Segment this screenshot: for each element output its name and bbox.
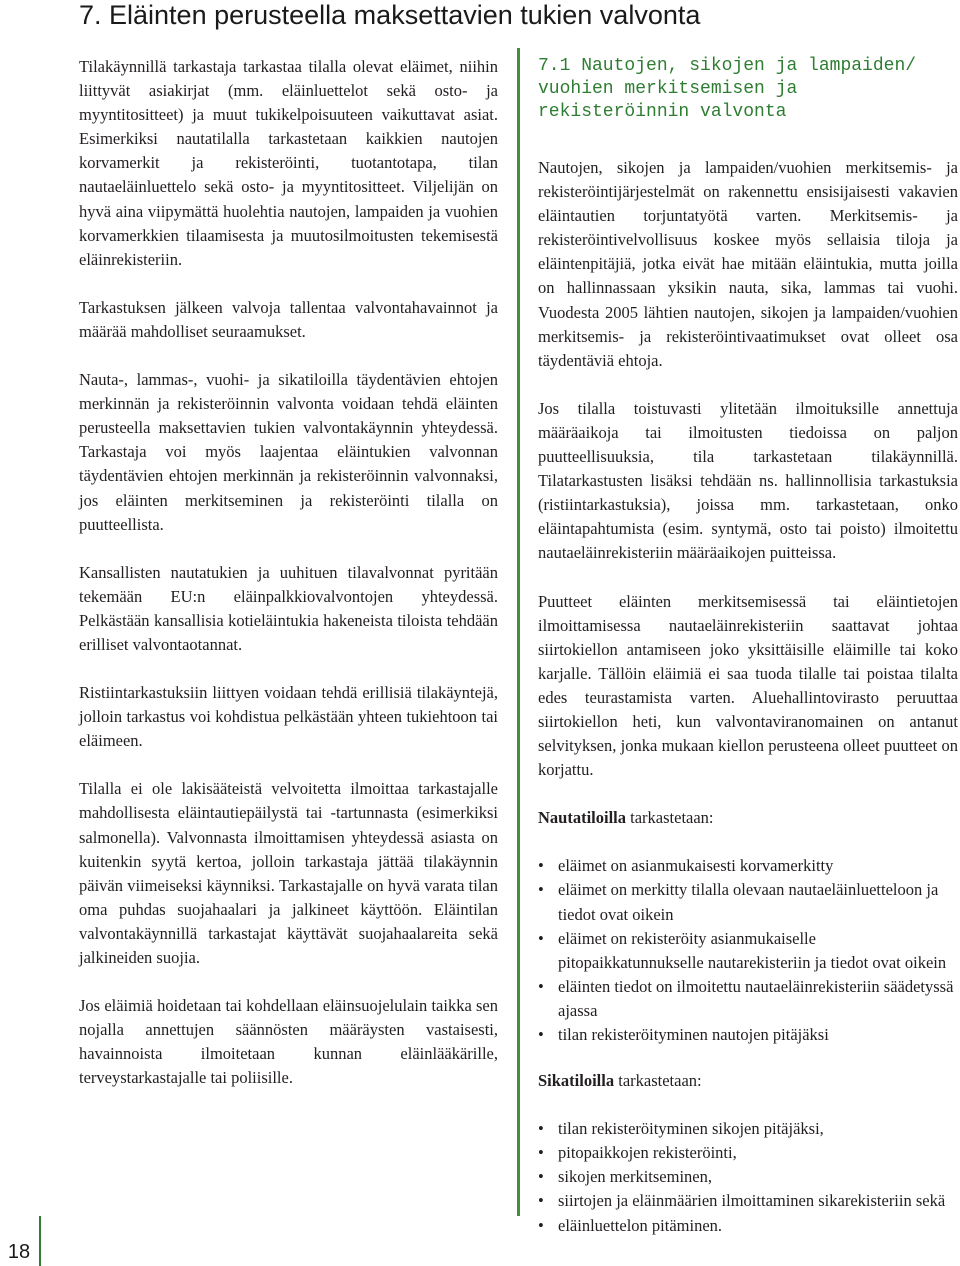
column-divider bbox=[517, 48, 520, 1216]
list-item bbox=[538, 854, 958, 878]
bullet-icon: • bbox=[538, 1191, 544, 1211]
list-item-text: eläimet on merkitty tilalla olevaan nautaeläinluetteloon ja tiedot ovat oikein bbox=[558, 880, 939, 924]
list-item-text: sikojen merkitseminen, bbox=[558, 1167, 712, 1187]
bullet-icon: • bbox=[538, 1025, 544, 1044]
list-item-text: tilan rekisteröityminen nautojen pitäjäksi bbox=[558, 1025, 829, 1044]
bullet-icon: • bbox=[538, 1167, 544, 1187]
pig-checklist-title bbox=[538, 1069, 958, 1093]
cattle-checklist-title bbox=[538, 806, 958, 830]
pig-checklist-title-rest: tarkastetaan: bbox=[614, 1071, 702, 1091]
pig-checklist bbox=[538, 1069, 958, 1238]
cattle-checklist bbox=[538, 806, 958, 1047]
list-item bbox=[538, 1141, 958, 1165]
list-item-text: eläinluettelon pitäminen. bbox=[558, 1215, 723, 1235]
bullet-icon: • bbox=[538, 880, 544, 900]
list-item bbox=[538, 1117, 958, 1141]
paragraph: Tilakäynnillä tarkastaja tarkastaa tilalla olevat eläimet, niihin liittyvät asiakirjat (mm. eläinluettelot sekä osto- ja myyntitositteet) ja muut tukikelpoisuuteen vaikuttavat asiat. Esimerkiksi nautatilalla tarkastetaan kaikkien nautojen korvamerkit ja rekisteröinti, tuotantotapa, tilan nautaeläinluettelo sekä osto- ja myyntitositteet. Viljelijän on hyvä aina viipymättä huolehtia nautojen, lampaiden ja vuohien korvamerkkien tilaamisesta ja muutosilmoitusten tekemisestä eläinrekisteriin. bbox=[79, 57, 498, 269]
bullet-icon: • bbox=[538, 1119, 544, 1139]
paragraph: Nauta-, lammas-, vuohi- ja sikatiloilla täydentävien ehtojen merkinnän ja rekisteröinnin valvonta voidaan tehdä eläinten perusteella maksettavien tukien valvontakäynnin yhteydessä. Tarkastaja voi myös laajentaa eläintukien valvonnan täydentävien ehtojen merkinnän ja rekisteröinnin valvonnaksi, jos eläinten merkitseminen ja rekisteröinti tilalla on puutteellista. bbox=[79, 370, 498, 534]
paragraph: Nautojen, sikojen ja lampaiden/vuohien merkitsemis- ja rekisteröintijärjestelmät on rakennettu ensisijaisesti vakavien eläintautien torjuntatyötä varten. Merkitsemis- ja rekisteröintivelvollisuus koskee myös sellaisia tiloja ja eläintenpitäjiä, jotka eivät hae mitään eläintukia, mutta joilla on hallinnassaan yksikin nauta, sika, lammas tai vuohi. Vuodesta 2005 lähtien nautojen, sikojen ja lampaiden/vuohien merkitsemis- ja rekisteröintivaatimukset ovat olleet osa täydentäviä ehtoja. bbox=[538, 158, 958, 370]
list-item bbox=[538, 1214, 958, 1238]
list-item-text: eläinten tiedot on ilmoitettu nautaeläinrekisteriin säädetyssä ajassa bbox=[558, 976, 954, 1020]
pig-checklist-title-bold: Sikatiloilla bbox=[538, 1071, 615, 1091]
bullet-icon: • bbox=[538, 928, 544, 948]
paragraph: Puutteet eläinten merkitsemisessä tai eläintietojen ilmoittamisessa nautaeläinrekisteriin saattavat johtaa siirtokiellon antamiseen joko yksittäisille eläimille tai koko karjalle. Tällöin eläimiä ei saa tuoda tilalle tai poistaa tilalta edes teurastamista varten. Aluehallintovirasto peruuttaa siirtokiellon heti, kun valvontaviranomainen on antanut selvityksen, jonka mukaan kiellon perusteena olleet puutteet on korjattu. bbox=[538, 591, 958, 780]
list-item bbox=[538, 975, 958, 1023]
bullet-icon: • bbox=[538, 1143, 544, 1163]
cattle-checklist-items bbox=[538, 854, 958, 1047]
paragraph: Tilalla ei ole lakisääteistä velvoitetta ilmoittaa tarkastajalle mahdollisesta eläintautiepäilystä tai -tartunnasta (esimerkiksi salmonella). Valvonnasta ilmoittamisen yhteydessä asiasta on kuitenkin syytä kertoa, jolloin tarkastaja jättää tilakäynnin päivän viimeiseksi käynniksi. Tarkastajalle on hyvä varata tilan oma puhdas suojahaalari ja jalkineet käyttöön. Eläintilan valvontakäynnillä tarkastajat käyttävät suojahaalareita sekä jalkineiden suojia. bbox=[79, 779, 498, 967]
section-heading: 7.1 Nautojen, sikojen ja lampaiden/ vuohien merkitsemisen ja rekisteröinnin valvonta bbox=[538, 56, 917, 122]
list-item bbox=[538, 1023, 958, 1047]
list-item bbox=[538, 927, 958, 975]
list-item bbox=[538, 1165, 958, 1189]
list-item-text: eläimet on rekisteröity asianmukaiselle pitopaikkatunnukselle nautarekisteriin ja tiedot ovat oikein bbox=[558, 928, 947, 972]
paragraph: Jos tilalla toistuvasti ylitetään ilmoituksille annettuja määräaikoja tai ilmoitusten tiedoissa on paljon puutteellisuuksia, tila tarkastetaan tilakäynnillä. Tilatarkastusten lisäksi tehdään ns. hallinnollisia tarkastuksia (ristiintarkastuksia), joissa mm. tarkastetaan, onko eläintapahtumista (esim. syntymä, osto tai poisto) ilmoitettu nautaeläinrekisteriin määräaikojen puitteissa. bbox=[538, 398, 958, 563]
bullet-icon: • bbox=[538, 1215, 544, 1235]
list-item bbox=[538, 878, 958, 926]
list-item-text: eläimet on asianmukaisesti korvamerkitty bbox=[558, 856, 834, 876]
paragraph: Tarkastuksen jälkeen valvoja tallentaa valvontahavainnot ja määrää mahdolliset seuraamukset. bbox=[79, 297, 498, 341]
right-column bbox=[538, 55, 958, 1260]
page-number: 18 bbox=[7, 1241, 31, 1263]
bullet-icon: • bbox=[538, 856, 544, 876]
left-column bbox=[79, 55, 498, 1114]
bullet-icon: • bbox=[538, 976, 544, 996]
list-item bbox=[538, 1189, 958, 1213]
cattle-checklist-title-bold: Nautatiloilla bbox=[538, 808, 627, 828]
list-item-text: tilan rekisteröityminen sikojen pitäjäksi, bbox=[558, 1119, 824, 1139]
cattle-checklist-title-rest: tarkastetaan: bbox=[626, 808, 714, 828]
paragraph: Ristiintarkastuksiin liittyen voidaan tehdä erillisiä tilakäyntejä, jolloin tarkastus voi kohdistua pelkästään yhteen tukiehtoon tai eläimeen. bbox=[79, 683, 498, 751]
paragraph: Jos eläimiä hoidetaan tai kohdellaan eläinsuojelulain taikka sen nojalla annettujen säännösten määräysten vastaisesti, havainnoista ilmoitetaan kunnan eläinlääkärille, terveystarkastajalle tai poliisille. bbox=[79, 996, 498, 1088]
pig-checklist-items bbox=[538, 1117, 958, 1237]
list-item-text: siirtojen ja eläinmäärien ilmoittaminen sikarekisteriin sekä bbox=[558, 1191, 946, 1211]
paragraph: Kansallisten nautatukien ja uuhituen tilavalvonnat pyritään tekemään EU:n eläinpalkkiovalvontojen yhteydessä. Pelkästään kansallisia kotieläintukia hakeneista tiloista tehdään erilliset valvontaotannat. bbox=[79, 562, 498, 654]
chapter-title: 7. Eläinten perusteella maksettavien tukien valvonta bbox=[79, 0, 701, 30]
list-item-text: pitopaikkojen rekisteröinti, bbox=[558, 1143, 737, 1163]
